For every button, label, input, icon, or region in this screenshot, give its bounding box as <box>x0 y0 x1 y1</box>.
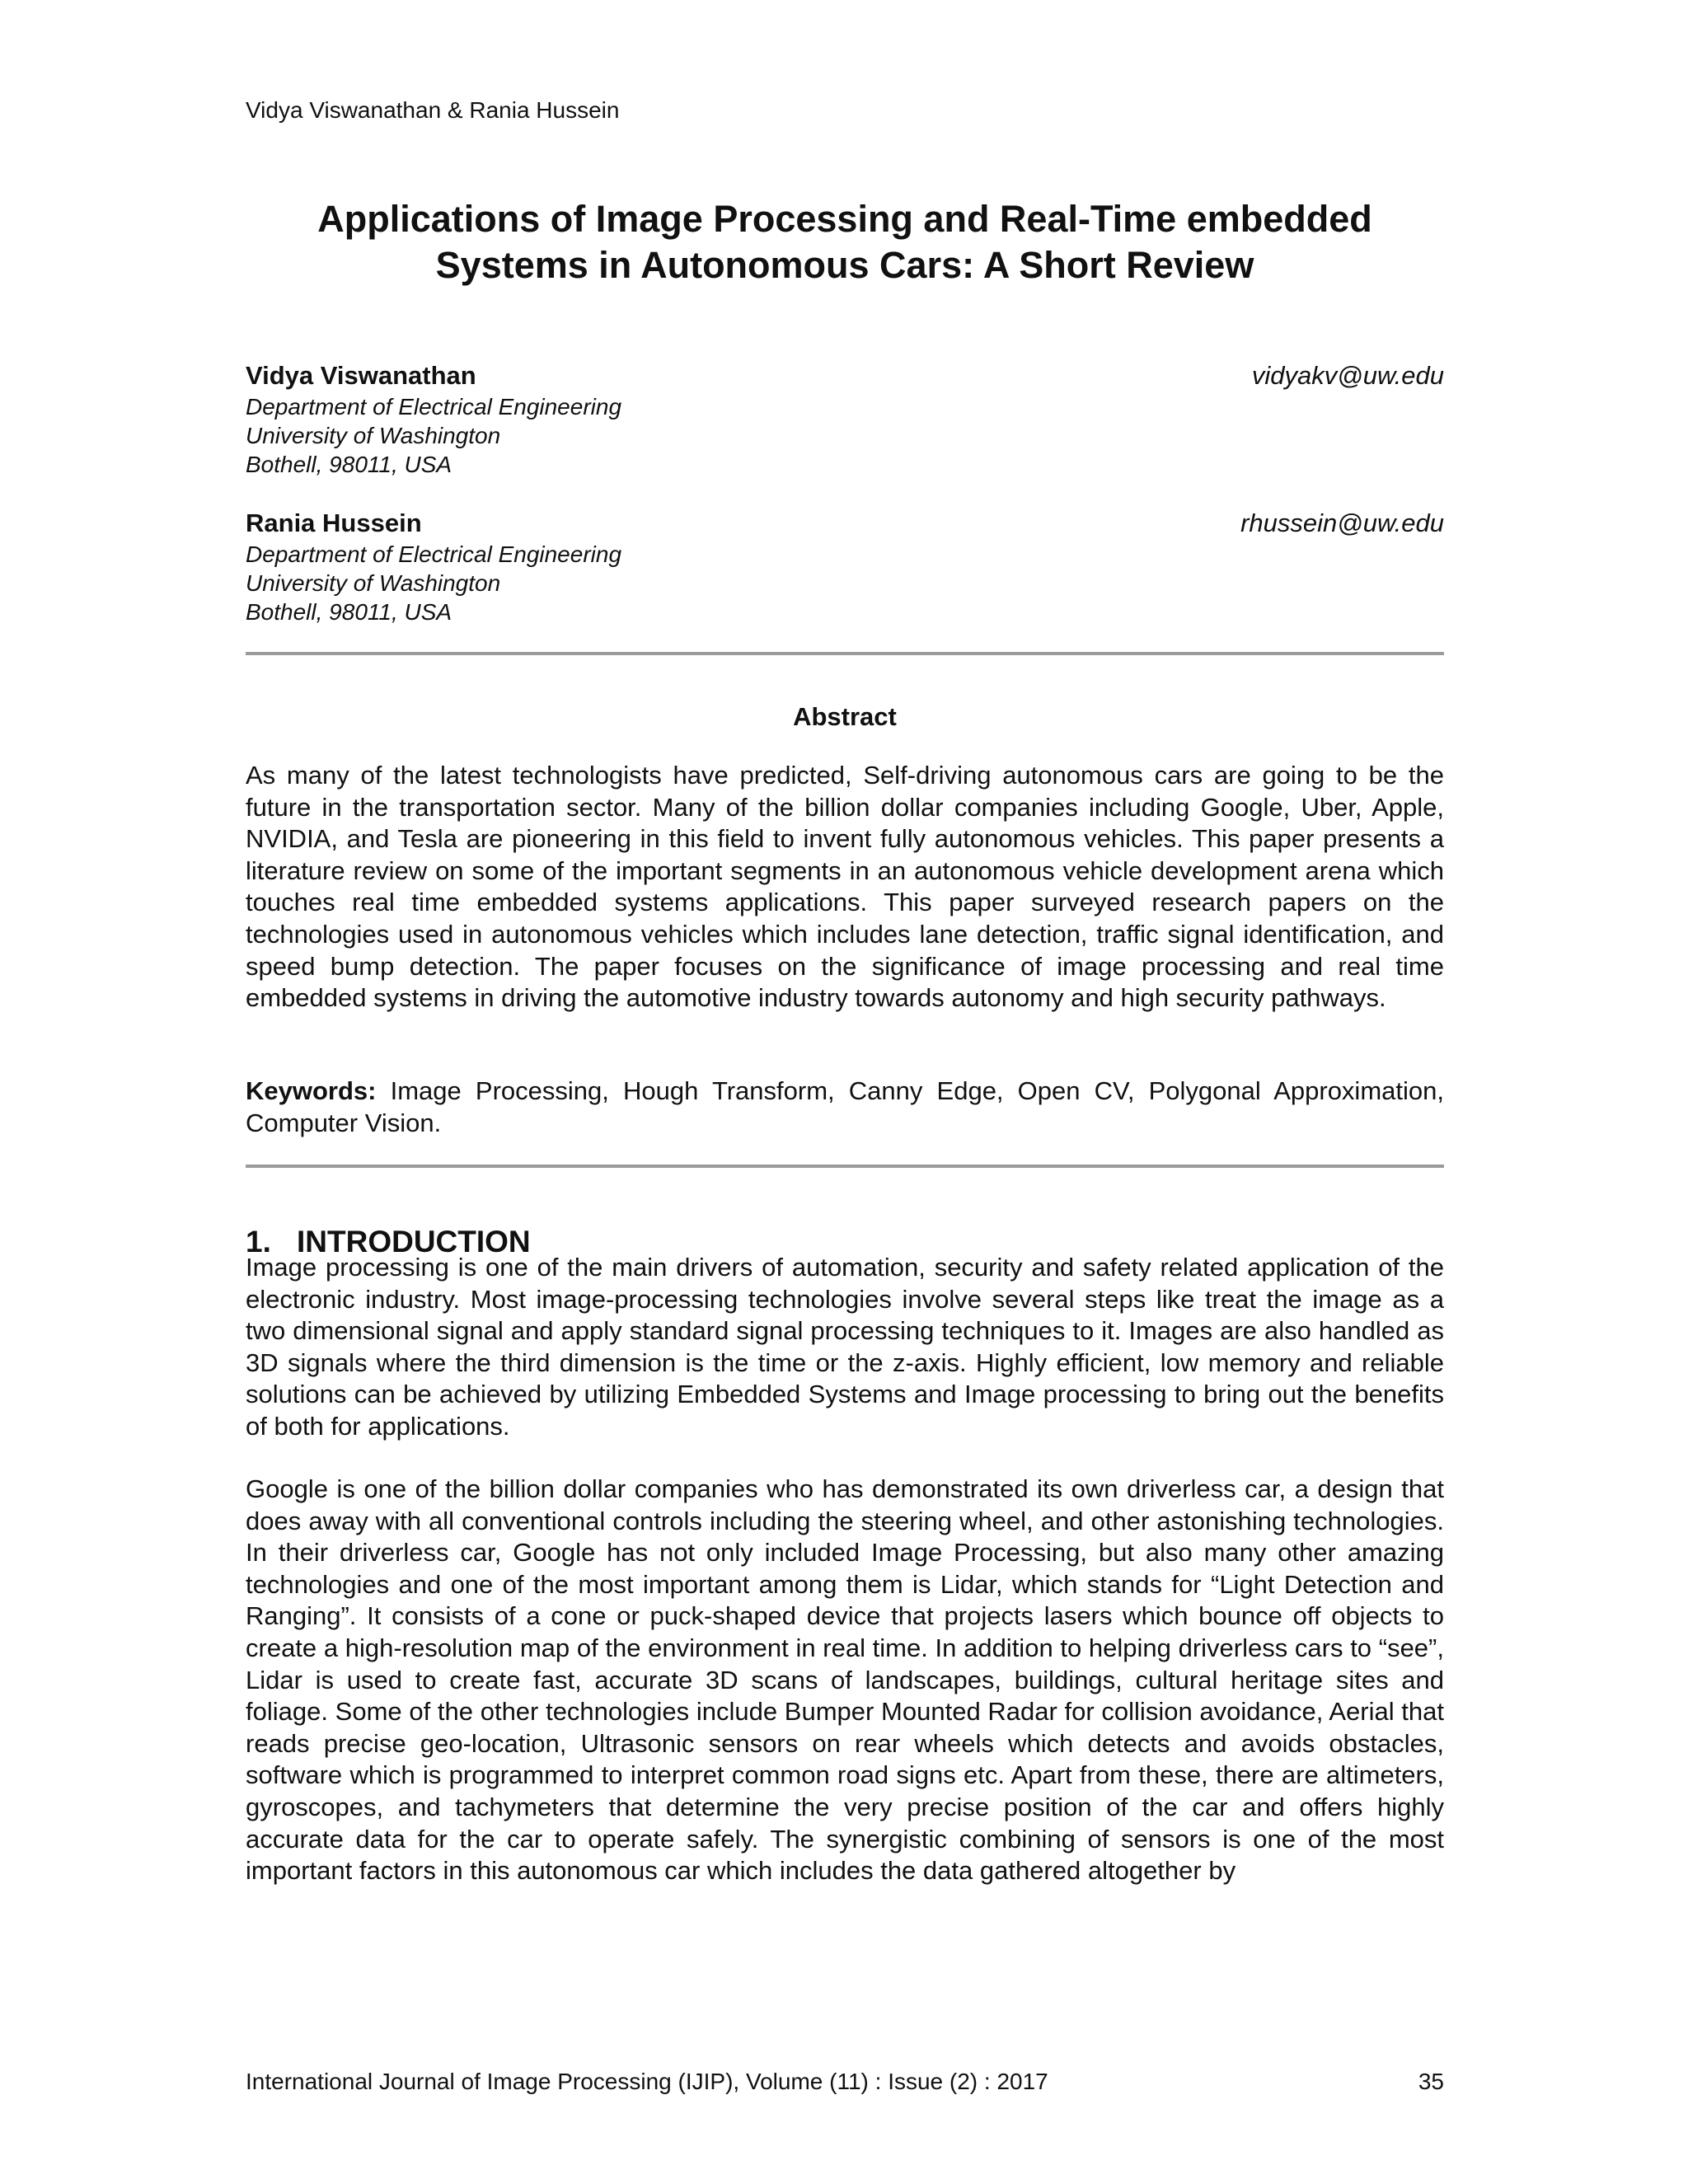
divider-rule <box>246 652 1444 655</box>
author-name: Rania Hussein <box>246 509 422 537</box>
paper-title <box>246 196 1444 288</box>
keywords-label: Keywords: <box>246 1076 377 1105</box>
running-head: Vidya Viswanathan & Rania Hussein <box>246 97 620 123</box>
divider-rule <box>246 1165 1444 1168</box>
title-line-1: Applications of Image Processing and Real-Time embedded <box>317 198 1372 240</box>
author-address: Bothell, 98011, USA <box>246 599 452 625</box>
intro-paragraph-2: Google is one of the billion dollar companies who has demonstrated its own driverless car, a design that does away with all conventional controls including the steering wheel, and other astonishing technologies. In their driverless car, Google has not only included Image Processing, but also many other amazing technologies and one of the most important among them is Lidar, which stands for “Light Detection and Ranging”. It consists of a cone or puck-shaped device that projects lasers which bounce off objects to create a high-resolution map of the environment in real time. In addition to helping driverless cars to “see”, Lidar is used to create fast, accurate 3D scans of landscapes, buildings, cultural heritage sites and foliage. Some of the other technologies include Bumper Mounted Radar for collision avoidance, Aerial that reads precise geo-location, Ultrasonic sensors on rear wheels which detects and avoids obstacles, software which is programmed to interpret common road signs etc. Apart from these, there are altimeters, gyroscopes, and tachymeters that determine the very precise position of the car and offers highly accurate data for the car to operate safely. The synergistic combining of sensors is one of the most important factors in this autonomous car which includes the data gathered altogether by <box>246 1474 1444 1886</box>
author-address: Bothell, 98011, USA <box>246 452 452 477</box>
intro-paragraph-1: Image processing is one of the main drivers of automation, security and safety related application of the electronic industry. Most image-processing technologies involve several steps like treat the image as a two dimensional signal and apply standard signal processing techniques to it. Images are also handled as 3D signals where the third dimension is the time or the z-axis. Highly efficient, low memory and reliable solutions can be achieved by utilizing Embedded Systems and Image processing to bring out the benefits of both for applications. <box>246 1253 1444 1441</box>
title-line-2: Systems in Autonomous Cars: A Short Review <box>435 244 1254 286</box>
abstract-text: As many of the latest technologists have predicted, Self-driving autonomous cars are going to be the future in the transportation sector. Many of the billion dollar companies including Google, Uber, Apple, NVIDIA, and Tesla are pioneering in this field to invent fully autonomous vehicles. This paper presents a literature review on some of the important segments in an autonomous vehicle development arena which touches real time embedded systems applications. This paper surveyed research papers on the technologies used in autonomous vehicles which includes lane detection, traffic signal identification, and speed bump detection. The paper focuses on the significance of image processing and real time embedded systems in driving the automotive industry towards autonomy and high security pathways. <box>246 761 1444 1013</box>
keywords <box>246 1076 1444 1139</box>
author-university: University of Washington <box>246 423 501 448</box>
author-university: University of Washington <box>246 570 501 596</box>
page-footer <box>246 2069 1444 2095</box>
author-block-2 <box>246 507 1444 626</box>
footer-journal: International Journal of Image Processing (IJIP), Volume (11) : Issue (2) : 2017 <box>246 2069 1048 2094</box>
author-name: Vidya Viswanathan <box>246 361 476 390</box>
author-block-1 <box>246 359 1444 479</box>
section-title: INTRODUCTION <box>297 1225 531 1258</box>
author-email[interactable]: vidyakv@uw.edu <box>1251 361 1444 390</box>
section-number: 1. <box>246 1225 271 1258</box>
page-number: 35 <box>1418 2069 1444 2094</box>
author-department: Department of Electrical Engineering <box>246 394 622 419</box>
author-department: Department of Electrical Engineering <box>246 541 622 567</box>
keywords-text: Image Processing, Hough Transform, Canny Edge, Open CV, Polygonal Approximation, Computer Vision. <box>246 1076 1444 1137</box>
abstract-heading: Abstract <box>793 702 897 731</box>
author-email[interactable]: rhussein@uw.edu <box>1240 509 1444 537</box>
